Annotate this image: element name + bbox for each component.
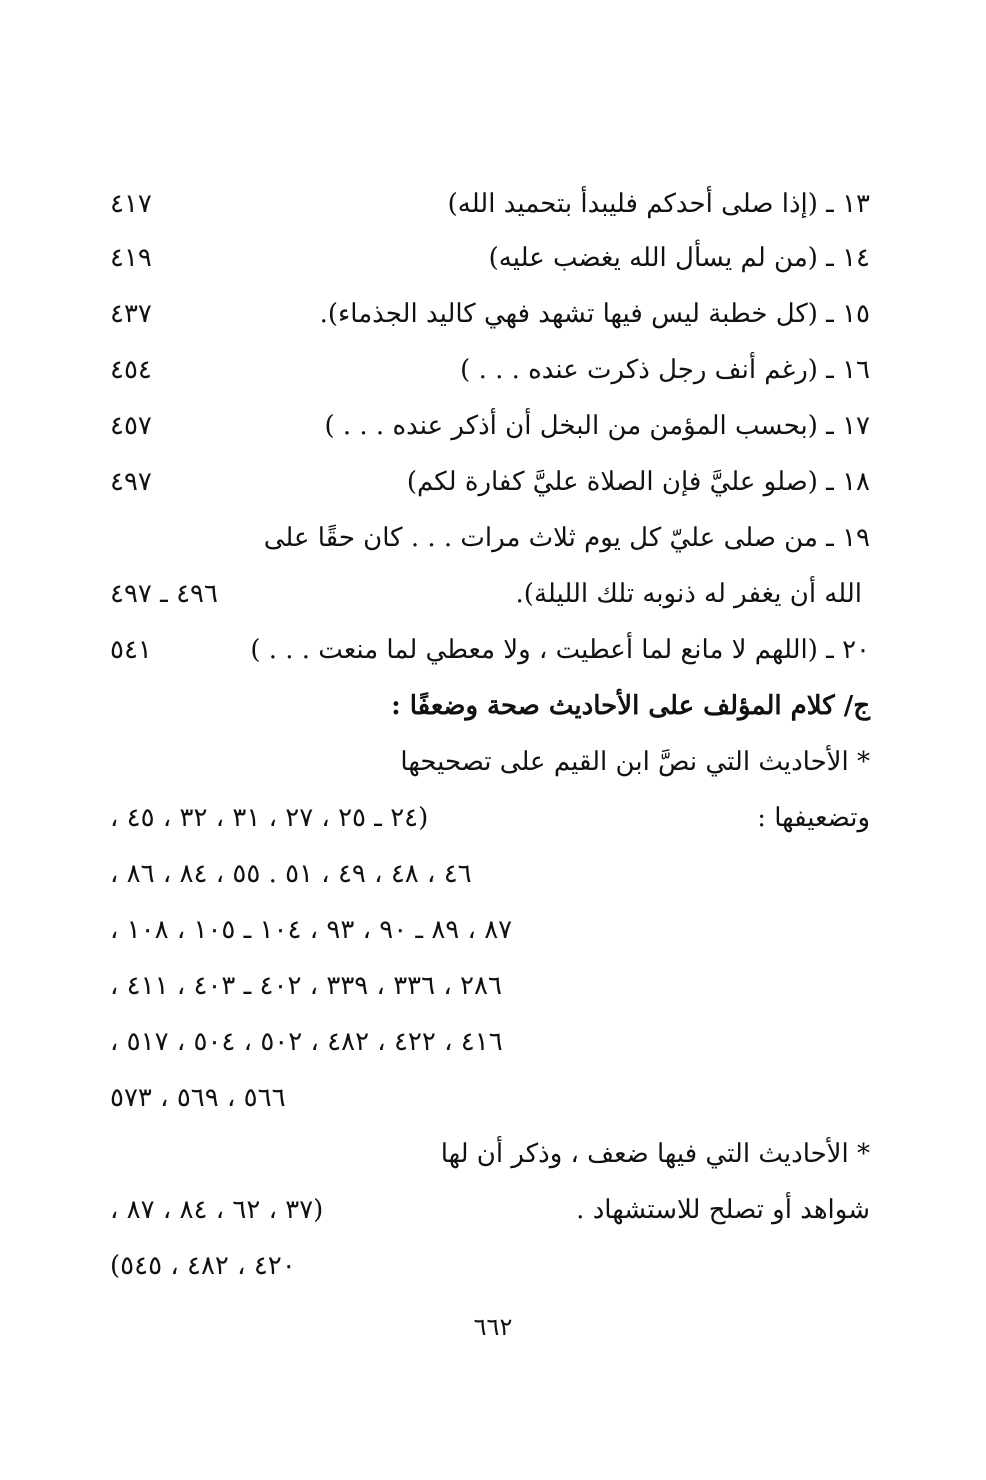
entry-text: ١٤ ـ (من لم يسأل الله يغضب عليه) — [488, 243, 870, 273]
hadith-number-list: ٥٦٦ ، ٥٦٩ ، ٥٧٣ — [110, 1083, 286, 1113]
group-intro-continuation: شواهد أو تصلح للاستشهاد . — [576, 1195, 870, 1225]
entry-text: ١٩ ـ من صلى عليّ كل يوم ثلاث مرات . . . كان حقًا على — [263, 523, 870, 553]
group-intro: * الأحاديث التي فيها ضعف ، وذكر أن لها — [440, 1139, 870, 1169]
entry-page-ref: ٤٣٧ — [110, 299, 152, 329]
entry-page-ref: ٤٥٧ — [110, 411, 152, 441]
entry-text: ١٦ ـ (رغم أنف رجل ذكرت عنده . . . ) — [460, 355, 870, 385]
hadith-number-list: ٤٦ ، ٤٨ ، ٤٩ ، ٥١ . ٥٥ ، ٨٤ ، ٨٦ ، — [110, 859, 472, 889]
entry-page-ref: ٤٩٧ — [110, 467, 152, 497]
entry-page-ref: ٤٥٤ — [110, 355, 152, 385]
group-intro: * الأحاديث التي نصَّ ابن القيم على تصحيحها — [400, 747, 870, 777]
entry-text: ٢٠ ـ (اللهم لا مانع لما أعطيت ، ولا معطي لما منعت . . . ) — [250, 635, 870, 665]
entry-text: ١٧ ـ (بحسب المؤمن من البخل أن أذكر عنده . . . ) — [324, 411, 870, 441]
entry-text: ١٣ ـ (إذا صلى أحدكم فليبدأ بتحميد الله) — [447, 189, 870, 219]
entry-page-ref: ٤١٧ — [110, 189, 152, 219]
hadith-number-list: ٤١٦ ، ٤٢٢ ، ٤٨٢ ، ٥٠٢ ، ٥٠٤ ، ٥١٧ ، — [110, 1027, 503, 1057]
page-number: ٦٦٢ — [473, 1313, 513, 1341]
entry-page-ref: ٤٩٦ ـ ٤٩٧ — [110, 579, 218, 609]
entry-page-ref: ٥٤١ — [110, 635, 152, 665]
entry-text-continuation: الله أن يغفر له ذنوبه تلك الليلة). — [515, 579, 862, 609]
hadith-number-list: ٨٧ ، ٨٩ ـ ٩٠ ، ٩٣ ، ١٠٤ ـ ١٠٥ ، ١٠٨ ، — [110, 915, 513, 945]
hadith-number-list: ٤٢٠ ، ٤٨٢ ، ٥٤٥) — [110, 1251, 296, 1281]
hadith-number-list: ٢٨٦ ، ٣٣٦ ، ٣٣٩ ، ٤٠٢ ـ ٤٠٣ ، ٤١١ ، — [110, 971, 502, 1001]
group-intro-continuation: وتضعيفها : — [757, 803, 870, 833]
entry-text: ١٥ ـ (كل خطبة ليس فيها تشهد فهي كاليد الجذماء). — [319, 299, 870, 329]
hadith-number-list: (٣٧ ، ٦٢ ، ٨٤ ، ٨٧ ، — [110, 1195, 324, 1225]
entry-page-ref: ٤١٩ — [110, 243, 152, 273]
section-heading: ج/ كلام المؤلف على الأحاديث صحة وضعفًا : — [391, 691, 870, 721]
entry-text: ١٨ ـ (صلو عليَّ فإن الصلاة عليَّ كفارة لكم) — [406, 467, 870, 497]
hadith-number-list: (٢٤ ـ ٢٥ ، ٢٧ ، ٣١ ، ٣٢ ، ٤٥ ، — [110, 803, 429, 833]
